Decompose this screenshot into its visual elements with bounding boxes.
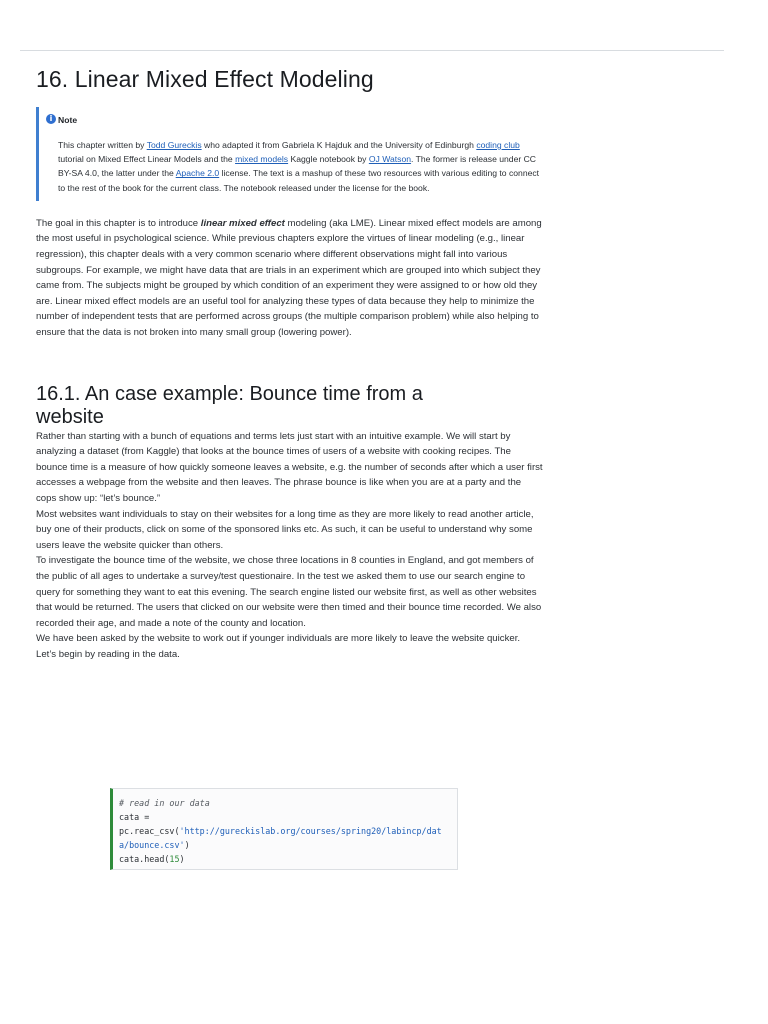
intro-text: The goal in this chapter is to introduce <box>36 217 201 229</box>
note-title: Note <box>58 115 78 125</box>
code-string: a/bounce.csv' <box>119 840 185 850</box>
body-paragraph: Let’s begin by reading in the data. <box>36 648 180 660</box>
code-string: 'http://gureckislab.org/courses/spring20/labincp/dat <box>179 826 442 836</box>
section-heading: 16.1. An case example: Bounce time from a website <box>36 382 423 428</box>
code-line: ) <box>179 854 185 864</box>
note-text: This chapter written by <box>58 140 147 150</box>
note-text: Kaggle notebook by <box>288 154 369 165</box>
note-body <box>58 138 544 195</box>
page-title: 16. Linear Mixed Effect Modeling <box>36 66 374 92</box>
link-apache-license[interactable]: Apache 2.0 <box>175 168 220 179</box>
link-coding-club[interactable]: coding club <box>476 140 520 150</box>
note-text: license. The text is a mashup of these two resources with various editing to connect to the rest of the book for the current class. The notebook released under the license for the book. <box>58 168 540 193</box>
intro-paragraph <box>36 216 544 341</box>
info-icon: i <box>46 114 56 124</box>
header-divider <box>20 50 724 51</box>
body-paragraph: Most websites want individuals to stay on their websites for a long time as they are more likely to read another article, buy one of their products, click on some of the sponsored links etc. As such, it can be useful to understand why some users leave the website quicker than others. <box>36 508 534 551</box>
code-number: 15 <box>169 854 180 864</box>
body-paragraph: To investigate the bounce time of the website, we chose three locations in 8 counties in England, and got members of the public of all ages to undertake a survey/test questionaire. In the test we asked them to use our search engine to query for something they want to eat this evening. The search engine listed our website first, as well as other websites that would be returned. The users that clicked on our website were then timed and their bounce time recorded. We also recorded their age, and made a note of the county and location. <box>36 555 542 629</box>
body-paragraph: We have been asked by the website to work out if younger individuals are more likely to leave the website quicker. <box>36 633 521 645</box>
code-line: cata.head( <box>119 854 170 864</box>
intro-emphasis: linear mixed effect <box>200 217 285 229</box>
note-text: who adapted it from Gabriela K Hajduk and the University of Edinburgh <box>201 140 477 150</box>
note-header <box>58 111 544 129</box>
code-cell[interactable] <box>110 788 458 870</box>
code-line: ) <box>184 840 190 850</box>
link-todd-gureckis[interactable]: Todd Gureckis <box>146 140 202 150</box>
note-text: . The former is release under CC BY-SA 4.0, the latter under the <box>58 154 537 179</box>
link-mixed-models[interactable]: mixed models <box>235 154 289 165</box>
note-callout <box>36 107 544 201</box>
body-paragraph: Rather than starting with a bunch of equations and terms lets just start with an intuitive example. We will start by analyzing a dataset (from Kaggle) that looks at the bounce times of users of a website with cooking recipes. The bounce time is a measure of how quickly someone leaves a website, e.g. the number of seconds after which a user first accesses a webpage from the website and then leaves. The phrase bounce is like when you are at a party and the cops show up: “let’s bounce.” <box>36 430 543 504</box>
note-text: tutorial on Mixed Effect Linear Models and the <box>58 154 236 165</box>
code-line: cata = <box>119 812 150 822</box>
code-line: pc.reac_csv( <box>119 826 180 836</box>
intro-text: modeling (aka LME). Linear mixed effect models are among the most useful in psychological science. While previous chapters explore the virtues of linear modeling (e.g., linear regression), this chapter deals with a very common scenario where different observations might fall into various subgroups. For example, we might have data that are trials in an experiment which are grouped into which subject they came from. The subjects might be grouped by which condition of an experiment they were assigned to or how old they are. Linear mixed effect models are an useful tool for analyzing these types of data because they help to minimize the number of independent tests that are performed across groups (the multiple comparison problem) while also helping to ensure that the data is not broken into many small group (lowering power). <box>36 217 542 338</box>
article <box>36 62 544 662</box>
code-comment: # read in our data <box>119 798 210 808</box>
link-oj-watson[interactable]: OJ Watson <box>368 154 412 165</box>
